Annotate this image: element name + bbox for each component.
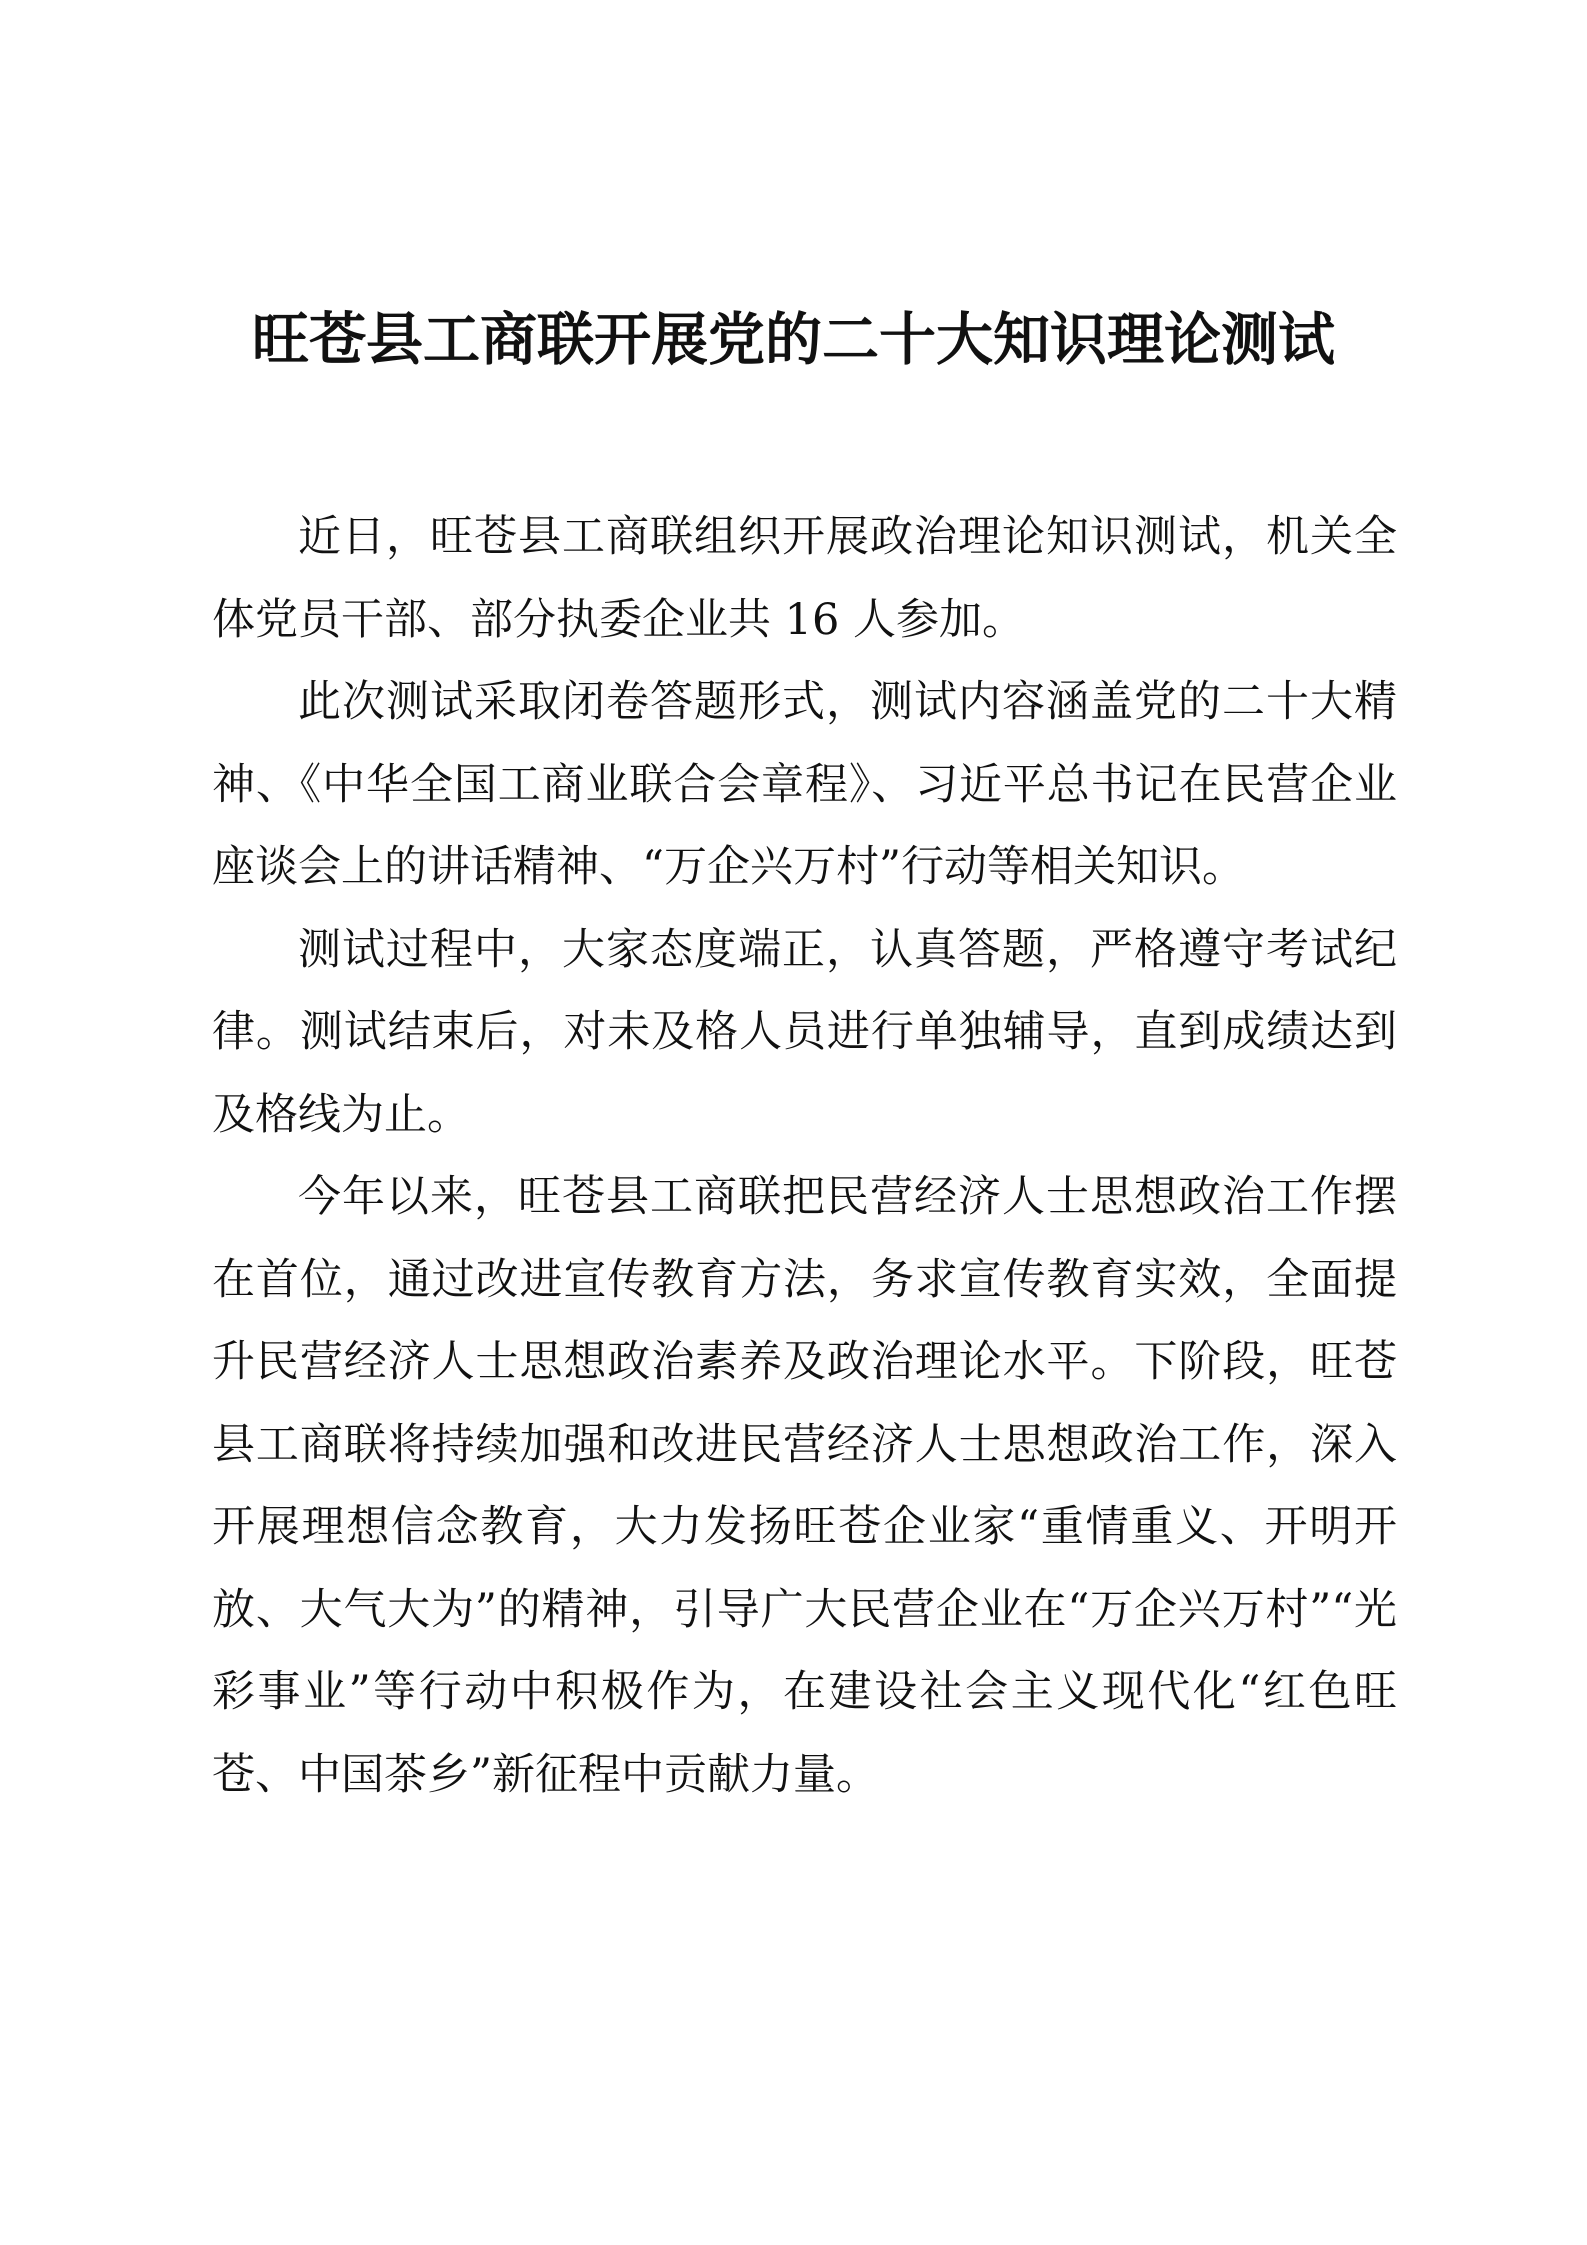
paragraph-1: 近日，旺苍县工商联组织开展政治理论知识测试，机关全体党员干部、部分执委企业共 16 人参加。 (212, 512, 1397, 645)
paragraph-2: 此次测试采取闭卷答题形式，测试内容涵盖党的二十大精神、《中华全国工商业联合会章程》、习近平总书记在民营企业座谈会上的讲话精神、“万企兴万村”行动等相关知识。 (212, 677, 1397, 892)
document-body (212, 496, 1397, 1816)
document-title: 旺苍县工商联开展党的二十大知识理论测试 (252, 306, 1335, 373)
paragraph-3: 测试过程中，大家态度端正，认真答题，严格遵守考试纪律。测试结束后，对未及格人员进行单独辅导，直到成绩达到及格线为止。 (212, 924, 1397, 1140)
paragraph-4: 今年以来，旺苍县工商联把民营经济人士思想政治工作摆在首位，通过改进宣传教育方法，务求宣传教育实效，全面提升民营经济人士思想政治素养及政治理论水平。下阶段，旺苍县工商联将持续加强和改进民营经济人士思想政治工作，深入开展理想信念教育，大力发扬旺苍企业家“重情重义、开明开放、大气大为”的精神，引导广大民营企业在“万企兴万村”“光彩事业”等行动中积极作为，在建设社会主义现代化“红色旺苍、中国茶乡”新征程中贡献力量。 (212, 1172, 1397, 1800)
